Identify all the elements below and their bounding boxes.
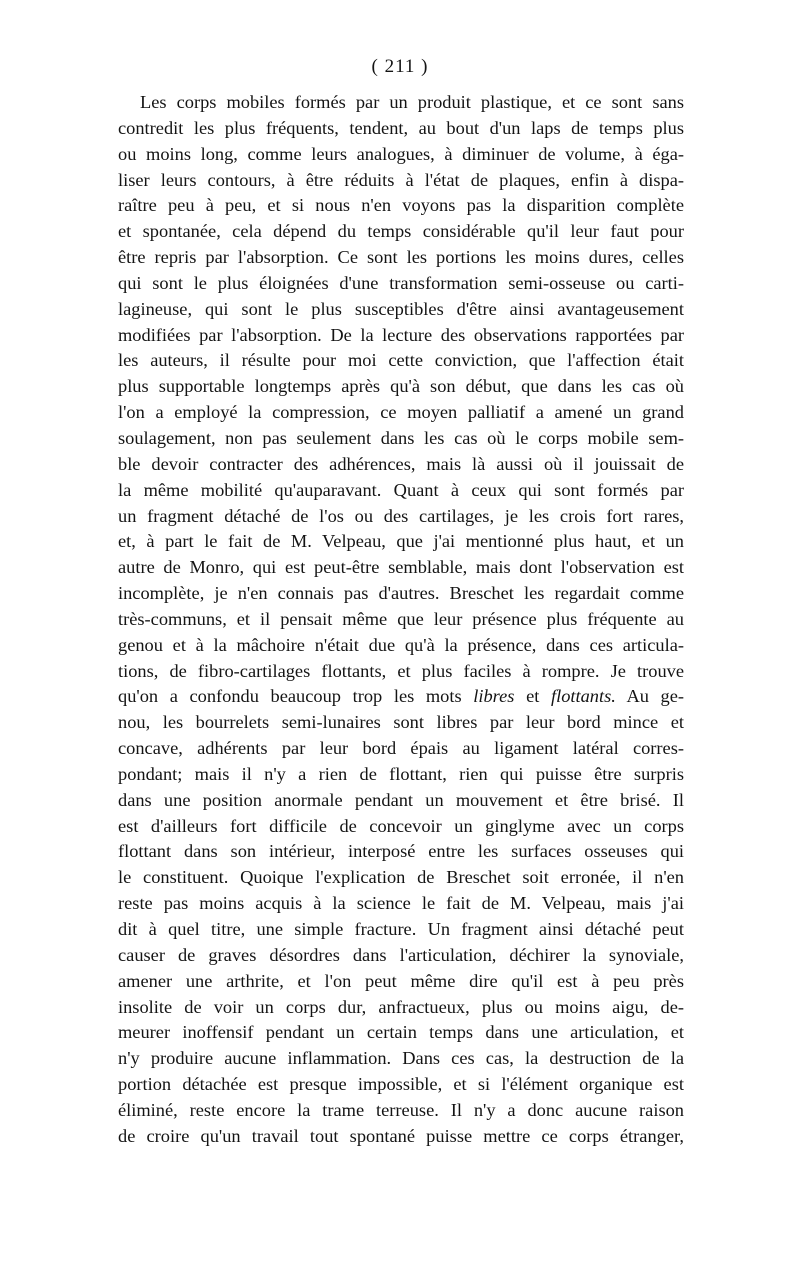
text-line: dans une position anormale pendant un mouvement et être brisé. Il [118, 789, 684, 810]
text-line: meurer inoffensif pendant un certain temps dans une articulation, et [118, 1022, 684, 1043]
text-line: être repris par l'absorption. Ce sont les portions les moins dures, celles [118, 247, 684, 268]
italic-word-flottants: flottants. [550, 686, 616, 707]
text-line: de croire qu'un travail tout spontané puisse mettre ce corps étranger, [118, 1125, 684, 1146]
text-line: tions, de fibro-cartilages flottants, et plus faciles à rompre. Je trouve [118, 660, 684, 681]
text-line: reste pas moins acquis à la science le fait de M. Velpeau, mais j'ai [118, 893, 684, 914]
body-paragraph [118, 90, 684, 1150]
text-line: pondant; mais il n'y a rien de flottant, rien qui puisse être surpris [118, 763, 684, 784]
text-line: incomplète, je n'en connais pas d'autres. Breschet les regardait comme [118, 583, 684, 604]
text-line: modifiées par l'absorption. De la lecture des observations rapportées par [118, 324, 684, 345]
text-line: flottant dans son intérieur, interposé entre les surfaces osseuses qui [118, 841, 684, 862]
text-line: ble devoir contracter des adhérences, mais là aussi où il jouissait de [118, 453, 684, 474]
text-line: est d'ailleurs fort difficile de concevoir un ginglyme avec un corps [118, 815, 684, 836]
text-line: nou, les bourrelets semi-lunaires sont libres par leur bord mince et [118, 712, 684, 733]
text-line-with-italics [118, 684, 684, 710]
text-line: liser leurs contours, à être réduits à l'état de plaques, enfin à dispa- [118, 169, 684, 190]
text-line: et spontanée, cela dépend du temps considérable qu'il leur faut pour [118, 221, 684, 242]
text-line: n'y produire aucune inflammation. Dans ces cas, la destruction de la [118, 1048, 684, 1069]
line-connector: et [514, 686, 551, 707]
text-line: lagineuse, qui sont le plus susceptibles d'être ainsi avantageusement [118, 298, 684, 319]
text-line: le constituent. Quoique l'explication de Breschet soit erronée, il n'en [118, 867, 684, 888]
line-start: qu'on a confondu beaucoup trop les mots [118, 686, 474, 707]
text-line: plus supportable longtemps après qu'à son début, que dans les cas où [118, 376, 684, 397]
text-line: l'on a employé la compression, ce moyen palliatif a amené un grand [118, 402, 684, 423]
text-line: autre de Monro, qui est peut-être semblable, mais dont l'observation est [118, 557, 684, 578]
text-line: les auteurs, il résulte pour moi cette conviction, que l'affection était [118, 350, 684, 371]
text-line: raître peu à peu, et si nous n'en voyons pas la disparition complète [118, 195, 684, 216]
line-end: Au ge- [615, 686, 685, 707]
text-line: la même mobilité qu'auparavant. Quant à ceux qui sont formés par [118, 479, 684, 500]
text-line: dit à quel titre, une simple fracture. Un fragment ainsi détaché peut [118, 919, 684, 939]
text-line: concave, adhérents par leur bord épais au ligament latéral corres- [118, 738, 684, 759]
text-line: contredit les plus fréquents, tendent, au bout d'un laps de temps plus [118, 117, 684, 138]
italic-word-libres: libres [473, 686, 515, 707]
text-line: et, à part le fait de M. Velpeau, que j'ai mentionné plus haut, et un [118, 531, 684, 552]
text-line: causer de graves désordres dans l'articulation, déchirer la synoviale, [118, 944, 684, 965]
text-line: Les corps mobiles formés par un produit plastique, et ce sont sans [140, 92, 684, 112]
text-line: ou moins long, comme leurs analogues, à diminuer de volume, à éga- [118, 143, 684, 164]
text-line: qui sont le plus éloignées d'une transformation semi-osseuse ou carti- [118, 272, 684, 293]
text-line: très-communs, et il pensait même que leur présence plus fréquente au [118, 608, 684, 629]
text-line: insolite de voir un corps dur, anfractueux, plus ou moins aigu, de- [118, 996, 684, 1017]
text-line: genou et à la mâchoire n'était due qu'à la présence, dans ces articula- [118, 634, 684, 655]
text-line: soulagement, non pas seulement dans les cas où le corps mobile sem- [118, 427, 684, 448]
page-number: ( 211 ) [371, 56, 429, 77]
text-line: portion détachée est presque impossible, et si l'élément organique est [118, 1074, 684, 1095]
text-line: un fragment détaché de l'os ou des cartilages, je les crois fort rares, [118, 505, 684, 526]
text-line: amener une arthrite, et l'on peut même dire qu'il est à peu près [118, 970, 684, 991]
text-line: éliminé, reste encore la trame terreuse. Il n'y a donc aucune raison [118, 1099, 684, 1120]
